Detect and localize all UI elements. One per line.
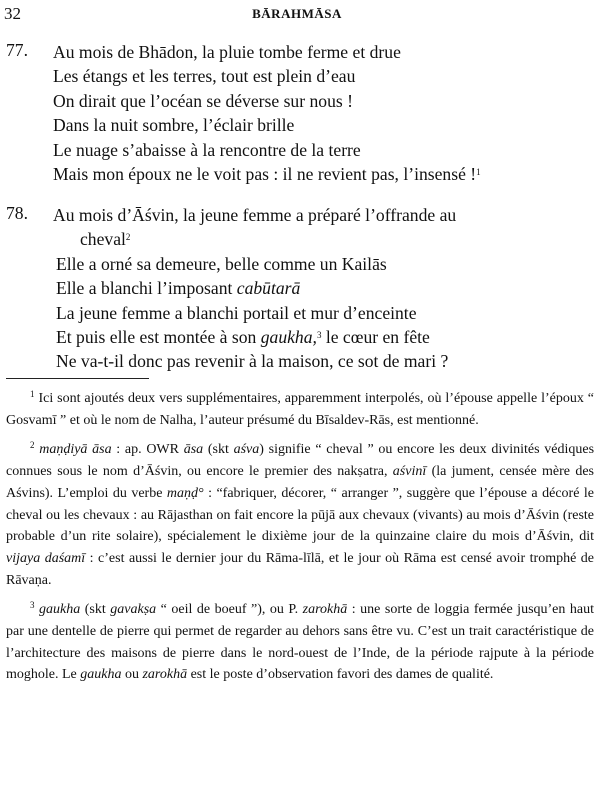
stanza-77 — [6, 40, 596, 186]
verse-line: Mais mon époux ne le voit pas : il ne revient pas, l’insensé !$^1$ — [53, 163, 481, 184]
verse-line: Au mois d’Āśvin, la jeune femme a préparé l’offrande au — [53, 205, 457, 225]
footnote-mark: 2 — [30, 440, 35, 451]
footnote-ref: 3 — [316, 329, 322, 340]
verse-line: cheval$^2$ — [80, 229, 131, 250]
footnote-3: $^3$ gaukha (skt gavakṣa “ oeil de boeuf ”), ou P. zarokhā : une sorte de loggia fermée jusqu’en haut par une dentelle de pierre qui permet de regarder au dehors sans être vu. C’est un trait caractéristique de l’architecture des maisons de pierre dans le nord-ouest de l’Inde, de la période rajpute à la période moghole. Le gaukha ou zarokhā est le poste d’observation favori des dames de qualité. — [6, 600, 595, 683]
footnote-ref: 1 — [476, 166, 481, 177]
verse-line: Le nuage s’abaisse à la rencontre de la terre — [53, 139, 361, 160]
verse-line: On dirait que l’océan se déverse sur nous ! — [53, 90, 353, 111]
footnote-mark: 1 — [30, 389, 35, 399]
verse-line: Elle a orné sa demeure, belle comme un Kailās — [56, 253, 387, 274]
footnote-mark: 3 — [30, 600, 35, 611]
footnotes — [6, 388, 594, 694]
footnote-ref: 2 — [125, 232, 131, 243]
stanza-number: 77. — [6, 40, 28, 60]
verse-line: Ne va-t-il donc pas revenir à la maison, ce sot de mari ? — [56, 351, 449, 372]
stanza-number: 78. — [6, 203, 28, 223]
running-title: BĀRAHMĀSA — [252, 6, 342, 21]
verse-line: La jeune femme a blanchi portail et mur d’enceinte — [56, 302, 417, 323]
footnote-1: $^1$ Ici sont ajoutés deux vers supplémentaires, apparemment interpolés, où l’épouse appelle l’époux “ Gosvamī ” et où le nom de Nalha, l’auteur présumé du Bīsaldev-Rās, est mentionné. — [6, 389, 595, 428]
verse-line: Au mois de Bhādon, la pluie tombe ferme et drue — [53, 42, 401, 62]
verse-line: Dans la nuit sombre, l’éclair brille — [53, 115, 295, 136]
verse-line: Elle a blanchi l’imposant cabūtarā — [56, 278, 301, 299]
footnote-rule — [6, 378, 149, 379]
footnote-2: $^2$ maṇḍiyā āsa : ap. OWR āsa (skt aśva) signifie “ cheval ” ou encore les deux divinités védiques connues sous le nom d’Āśvin, ou encore le premier des nakṣatra, aśvinī (la jument, censée mère des Aśvins). L’emploi du verbe maṇḍ° : “fabriquer, décorer, “ arranger ”, suggère que l’épouse a décoré le cheval ou les chevaux : au Rājasthan on fait encore la pūjā aux chevaux (vivants) au mois d’Āśvin (reste probable d’un rite solaire), spécialement le dixième jour de la quinzaine claire du mois d’Āśvin, dit vijaya daśamī : c’est aussi le dernier jour du Rāma-līlā, et le jour où Rāma est censé avoir tromphé de Rāvaṇa. — [6, 440, 595, 588]
stanza-78 — [6, 203, 596, 374]
verse-line: Et puis elle est montée à son gaukha,$^3$ le cœur en fête — [56, 326, 430, 347]
page-number: 32 — [4, 4, 21, 23]
page-header — [4, 4, 590, 26]
verse-line: Les étangs et les terres, tout est plein d’eau — [53, 66, 356, 87]
